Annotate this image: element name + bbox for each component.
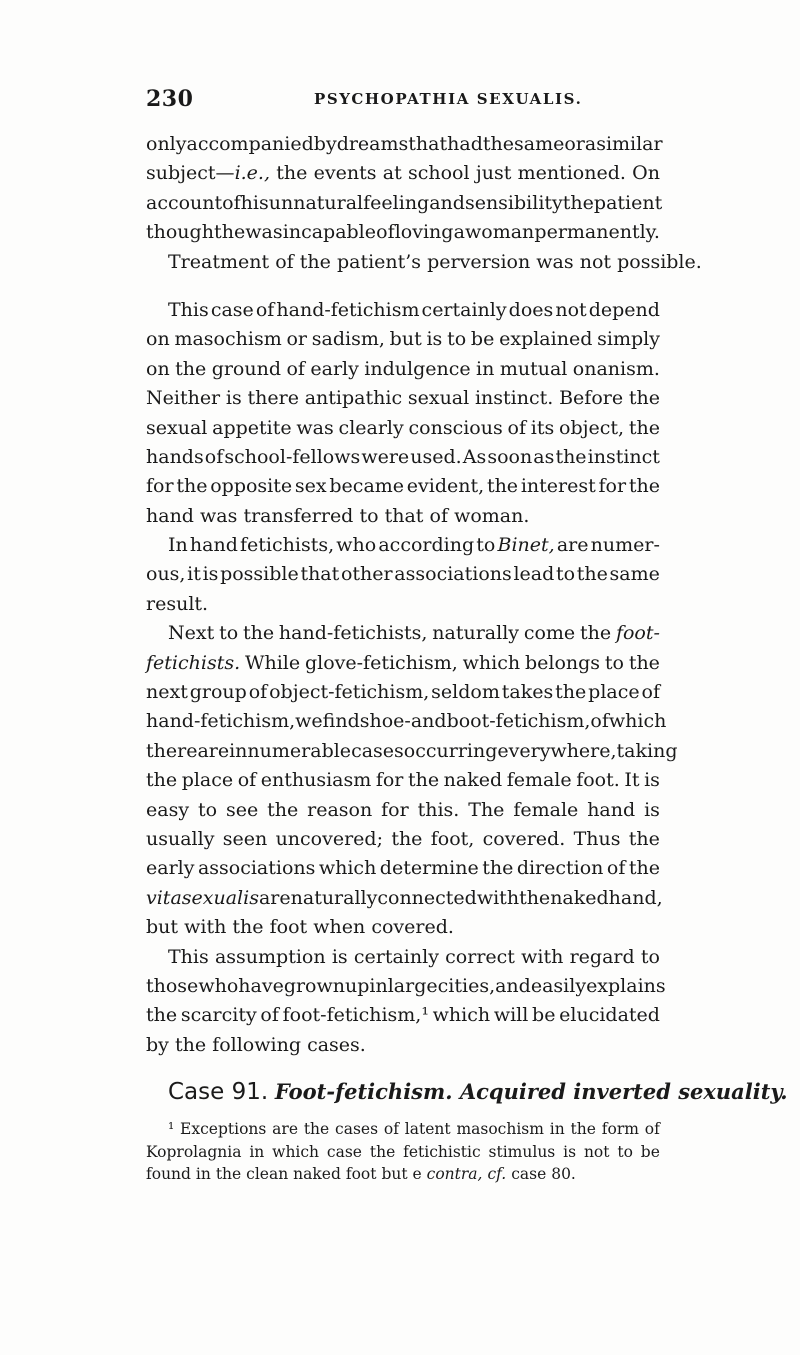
text-line: hand-fetichism, we find shoe- and boot-fetichism, of which bbox=[146, 710, 667, 733]
text-line: thought he was incapable of loving a woman permanently. bbox=[146, 221, 660, 244]
text-line: hands of school-fellows were used. As soon as the instinct bbox=[146, 445, 660, 468]
text-line: Treatment of the patient’s perversion was not possible. bbox=[168, 250, 702, 273]
footnote-lines bbox=[146, 1118, 660, 1186]
text-line: Neither is there antipathic sexual instinct. Before the bbox=[146, 387, 660, 410]
text-line: usually seen uncovered; the foot, covered. Thus the bbox=[146, 827, 660, 850]
text-line: early associations which determine the direction of the bbox=[146, 857, 660, 880]
text-line: but with the foot when covered. bbox=[146, 916, 454, 939]
text-line: those who have grown up in large cities, and easily explains bbox=[146, 974, 666, 997]
text-line: In hand fetichists, who according to Binet, are numer- bbox=[168, 534, 660, 557]
text-line: sexual appetite was clearly conscious of its object, the bbox=[146, 416, 660, 439]
page-number: 230 bbox=[146, 86, 194, 112]
text-line: Koprolagnia in which case the fetichistic stimulus is not to be bbox=[146, 1142, 660, 1161]
text-line: there are innumerable cases occurring everywhere, taking bbox=[146, 739, 678, 762]
text-line: hand was transferred to that of woman. bbox=[146, 504, 530, 527]
footnote bbox=[146, 1118, 660, 1186]
text-line: ous, it is possible that other associations lead to the same bbox=[146, 563, 660, 586]
case-heading bbox=[146, 1077, 788, 1107]
text-line: vita sexualis are naturally connected with the naked hand, bbox=[146, 886, 663, 909]
text-line: on masochism or sadism, but is to be explained simply bbox=[146, 328, 660, 351]
text-line: This case of hand-fetichism certainly does not depend bbox=[168, 298, 660, 321]
running-head: PSYCHOPATHIA SEXUALIS. bbox=[314, 90, 583, 108]
text-line: the scarcity of foot-fetichism,¹ which will be elucidated bbox=[146, 1004, 660, 1027]
paragraph-gap bbox=[146, 277, 660, 296]
case-title: Foot-fetichism. Acquired inverted sexuality. bbox=[274, 1079, 788, 1105]
page-header bbox=[146, 86, 660, 116]
text-line: by the following cases. bbox=[146, 1033, 366, 1056]
case-label: Case 91. bbox=[168, 1079, 269, 1106]
text-line: easy to see the reason for this. The female hand is bbox=[146, 798, 660, 821]
text-line: subject—i.e., the events at school just mentioned. On bbox=[146, 162, 660, 185]
text-line: ¹ Exceptions are the cases of latent masochism in the form of bbox=[168, 1120, 660, 1139]
body-text bbox=[146, 130, 788, 1186]
text-line: Next to the hand-fetichists, naturally come the foot- bbox=[168, 622, 660, 645]
text-line: fetichists. While glove-fetichism, which belongs to the bbox=[146, 651, 660, 674]
text-line: result. bbox=[146, 592, 209, 615]
text-line: found in the clean naked foot but e contra, cf. case 80. bbox=[146, 1165, 576, 1184]
text-line: the place of enthusiasm for the naked female foot. It is bbox=[146, 769, 660, 792]
text-line: for the opposite sex became evident, the interest for the bbox=[146, 475, 660, 498]
text-line: This assumption is certainly correct with regard to bbox=[168, 945, 660, 968]
text-line: on the ground of early indulgence in mutual onanism. bbox=[146, 357, 660, 380]
body-lines bbox=[146, 130, 702, 1060]
text-line: account of his unnatural feeling and sensibility the patient bbox=[146, 191, 663, 214]
text-line: only accompanied by dreams that had the same or a similar bbox=[146, 133, 663, 155]
text-line: next group of object-fetichism, seldom takes the place of bbox=[146, 681, 660, 704]
